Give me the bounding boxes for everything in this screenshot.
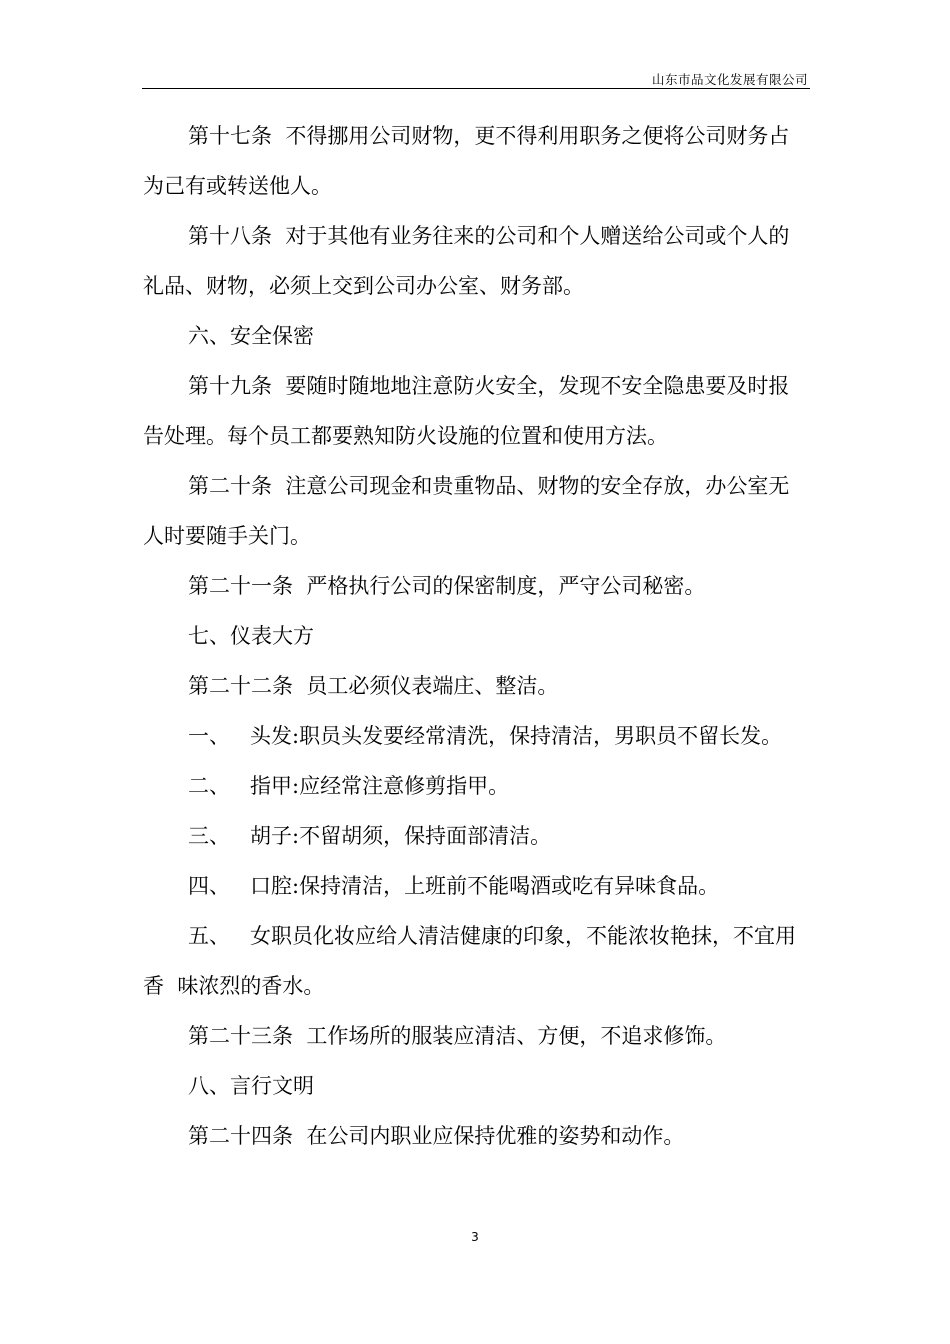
section-heading: 八、言行文明: [188, 1074, 314, 1098]
page-header: [142, 70, 810, 89]
body-line: 第十七条 不得挪用公司财物，更不得利用职务之便将公司财务占: [188, 124, 790, 148]
body-line: 人时要随手关门。: [143, 524, 311, 548]
list-item: 三、 胡子:不留胡须，保持面部清洁。: [188, 824, 552, 848]
header-company-name: 山东巿品文化发展有限公司: [651, 72, 808, 87]
body-line: 第二十条 注意公司现金和贵重物品、财物的安全存放，办公室无: [188, 474, 790, 498]
list-item: 五、 女职员化妆应给人清洁健康的印象，不能浓妆艳抹，不宜用: [188, 924, 797, 948]
body-line: 为己有或转送他人。: [143, 174, 332, 198]
body-line: 第二十四条 在公司内职业应保持优雅的姿势和动作。: [188, 1124, 685, 1148]
section-heading: 六、安全保密: [188, 324, 314, 348]
body-line: 香 味浓烈的香水。: [143, 974, 325, 998]
list-item: 四、 口腔:保持清洁，上班前不能喝酒或吃有异味食品。: [188, 874, 720, 898]
body-line: 第二十三条 工作场所的服装应清洁、方便，不追求修饰。: [188, 1024, 727, 1048]
page-number: 3: [471, 1230, 479, 1244]
body-line: 第十八条 对于其他有业务往来的公司和个人赠送给公司或个人的: [188, 224, 790, 248]
body-line: 第十九条 要随时随地地注意防火安全，发现不安全隐患要及时报: [188, 374, 790, 398]
body-line: 告处理。每个员工都要熟知防火设施的位置和使用方法。: [143, 424, 668, 448]
body-line: 第二十二条 员工必须仪表端庄、整洁。: [188, 674, 559, 698]
section-heading: 七、仪表大方: [188, 624, 314, 648]
list-item: 二、 指甲:应经常注意修剪指甲。: [188, 774, 510, 798]
list-item: 一、 头发:职员头发要经常清洗，保持清洁，男职员不留长发。: [188, 724, 783, 748]
body-line: 礼品、财物，必须上交到公司办公室、财务部。: [143, 274, 584, 298]
body-line: 第二十一条 严格执行公司的保密制度，严守公司秘密。: [188, 574, 706, 598]
